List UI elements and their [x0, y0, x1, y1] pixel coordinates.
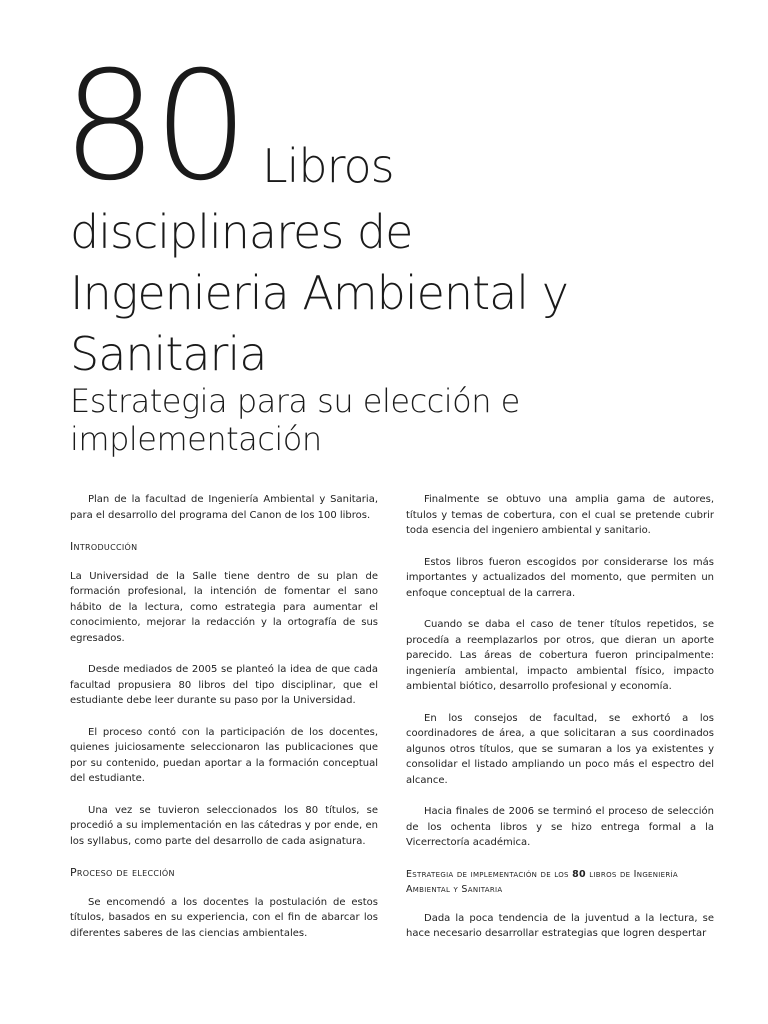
heading-number: 80: [572, 868, 586, 880]
section-heading-estrategia: [406, 867, 714, 897]
title-line: Sanitaria: [70, 327, 267, 381]
title-number: 80: [62, 40, 245, 214]
left-column: [70, 492, 378, 957]
right-column: [406, 492, 714, 958]
intro-paragraph: Plan de la facultad de Ingeniería Ambiental y Sanitaria, para el desarrollo del programa del Canon de los 100 libros.: [70, 494, 378, 521]
subtitle: Estrategia para su elección e implementación: [70, 382, 520, 458]
body-paragraph: Desde mediados de 2005 se planteó la idea de que cada facultad propusiera 80 libros del tipo disciplinar, que el estudiante debe leer durante su paso por la Universidad.: [70, 664, 378, 706]
body-paragraph: La Universidad de la Salle tiene dentro de su plan de formación profesional, la intención de fomentar el sano hábito de la lectura, como estrategia para aumentar el conocimiento, mejorar la redacción y la ortografía de sus egresados.: [70, 570, 378, 644]
body-paragraph: Una vez se tuvieron seleccionados los 80 títulos, se procedió a su implementación en las cátedras y por ende, en los syllabus, como parte del desarrollo de cada asignatura.: [70, 804, 378, 847]
body-paragraph: Finalmente se obtuvo una amplia gama de autores, títulos y temas de cobertura, con el cual se pretende cubrir toda esencia del ingeniero ambiental y sanitario.: [406, 494, 714, 536]
heading-text-pre: Estrategia de implementación de los: [406, 868, 573, 880]
body-paragraph: Cuando se daba el caso de tener títulos repetidos, se procedía a reemplazarlos por otros, que dieran un aporte parecido. Las áreas de cobertura fueron principalmente: ingeniería ambiental, impacto ambiental físico, impacto ambiental biótico, desarrollo profesional y economía.: [406, 619, 714, 692]
body-paragraph: Se encomendó a los docentes la postulación de estos títulos, basados en su experiencia, con el fin de abarcar los diferentes saberes de las ciencias ambientales.: [70, 896, 378, 939]
body-paragraph: El proceso contó con la participación de los docentes, quienes juiciosamente seleccionaron las publicaciones que por su contenido, puedan aportar a la formación conceptual del estudiante.: [70, 726, 378, 784]
title-line: disciplinares de: [70, 205, 413, 259]
body-paragraph: Hacia finales de 2006 se terminó el proceso de selección de los ochenta libros y se hizo entrega formal a la Vicerrectoría académica.: [406, 806, 714, 848]
title-line: Ingenieria Ambiental y: [70, 266, 568, 320]
body-paragraph: En los consejos de facultad, se exhortó a los coordinadores de área, a que solicitaran a sus coordinados algunos otros títulos, que se sumaran a los ya existentes y consolidar el listado ampliando un poco más el espectro del alcance.: [406, 712, 714, 786]
title-lines: [70, 202, 750, 385]
body-paragraph: Estos libros fueron escogidos por considerarse los más importantes y actualizados del momento, que permiten un enfoque conceptual de la carrera.: [406, 556, 714, 599]
section-heading-proceso: Proceso de elección: [70, 866, 175, 879]
heading-text-post: libros de Ingeniería Ambiental y Sanitaria: [406, 868, 679, 895]
title-word: Libros: [262, 139, 394, 193]
body-paragraph: Dada la poca tendencia de la juventud a la lectura, se hace necesario desarrollar estrategias que logren despertar: [406, 912, 714, 939]
section-heading-introduccion: Introducción: [70, 540, 138, 553]
